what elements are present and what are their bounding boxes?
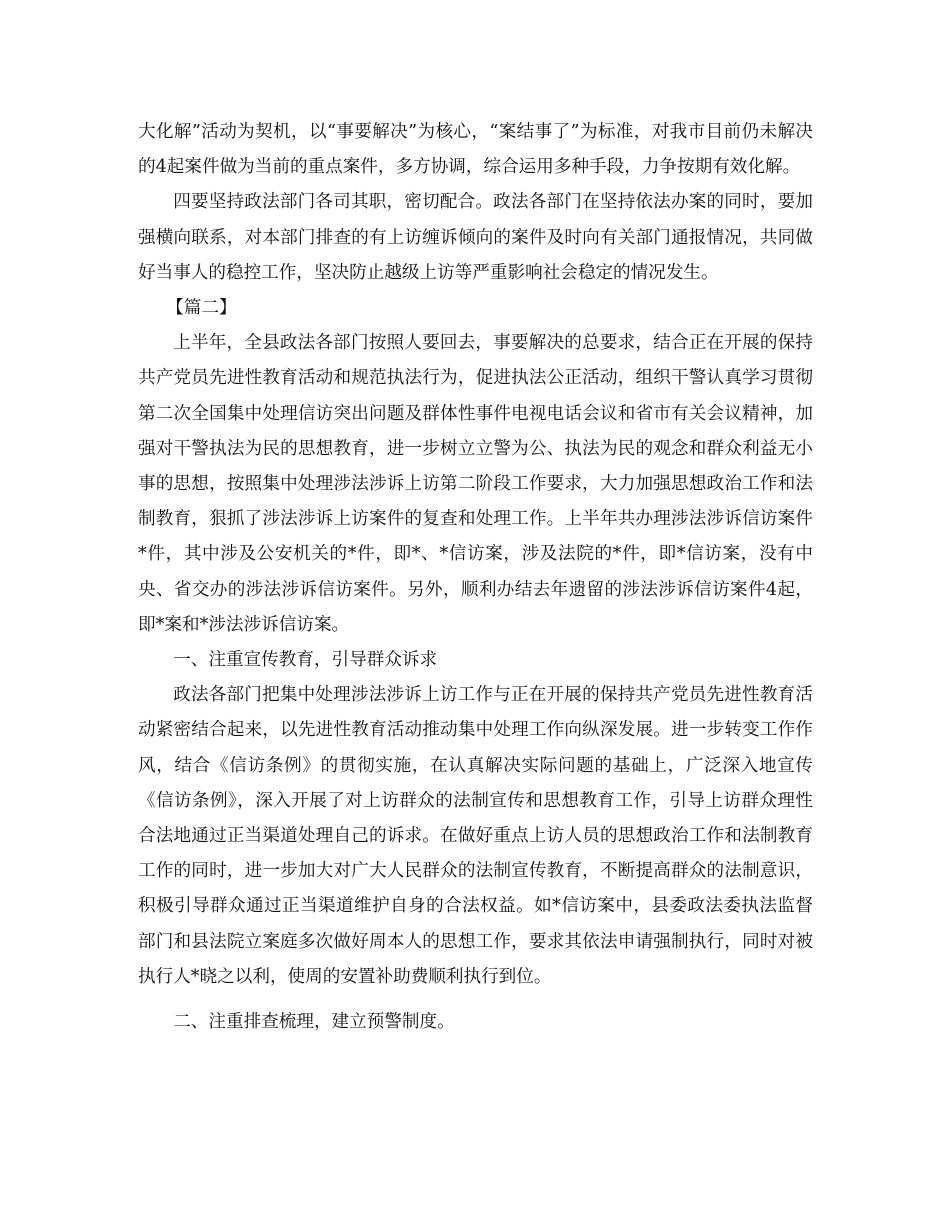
paragraph-2: 四要坚持政法部门各司其职，密切配合。政法各部门在坚持依法办案的同时，要加强横向联系，对本部门排查的有上访缠诉倾向的案件及时向有关部门通报情况，共同做好当事人的稳控工作，坚决防止越级上访等严重影响社会稳定的情况发生。: [138, 192, 813, 283]
document-body: [138, 115, 813, 1040]
paragraph-4: 政法各部门把集中处理涉法涉诉上访工作与正在开展的保持共产党员先进性教育活动紧密结合起来，以先进性教育活动推动集中处理工作向纵深发展。进一步转变工作作风，结合《信访条例》的贯彻实施，在认真解决实际问题的基础上，广泛深入地宣传《信访条例》，深入开展了对上访群众的法制宣传和思想教育工作，引导上访群众理性合法地通过正当渠道处理自己的诉求。在做好重点上访人员的思想政治工作和法制教育工作的同时，进一步加大对广大人民群众的法制宣传教育，不断提高群众的法制意识，积极引导群众通过正当渠道维护自身的合法权益。如*信访案中，县委政法委执法监督部门和县法院立案庭多次做好周本人的思想工作，要求其依法申请强制执行，同时对被执行人*晓之以利，使周的安置补助费顺利执行到位。: [138, 685, 813, 987]
section-heading-2: 二、注重排查梳理，建立预警制度。: [173, 1012, 455, 1033]
paragraph-3: 上半年，全县政法各部门按照人要回去，事要解决的总要求，结合正在开展的保持共产党员先进性教育活动和规范执法行为，促进执法公正活动，组织干警认真学习贯彻第二次全国集中处理信访突出问题及群体性事件电视电话会议和省市有关会议精神，加强对干警执法为民的思想教育，进一步树立立警为公、执法为民的观念和群众利益无小事的思想，按照集中处理涉法涉诉上访第二阶段工作要求，大力加强思想政治工作和法制教育，狠抓了涉法涉诉上访案件的复查和处理工作。上半年共办理涉法涉诉信访案件*件，其中涉及公安机关的*件，即*、*信访案，涉及法院的*件，即*信访案，没有中央、省交办的涉法涉诉信访案件。另外，顺利办结去年遗留的涉法涉诉信访案件4起，即*案和*涉法涉诉信访案。: [138, 333, 813, 635]
section-heading-1: 一、注重宣传教育，引导群众诉求: [173, 650, 438, 671]
section-heading-part-two: 【篇二】: [166, 298, 237, 319]
paragraph-1: 大化解”活动为契机，以“事要解决”为核心，“案结事了”为标准，对我市目前仍未解决的4起案件做为当前的重点案件，多方协调，综合运用多种手段，力争按期有效化解。: [138, 122, 813, 178]
